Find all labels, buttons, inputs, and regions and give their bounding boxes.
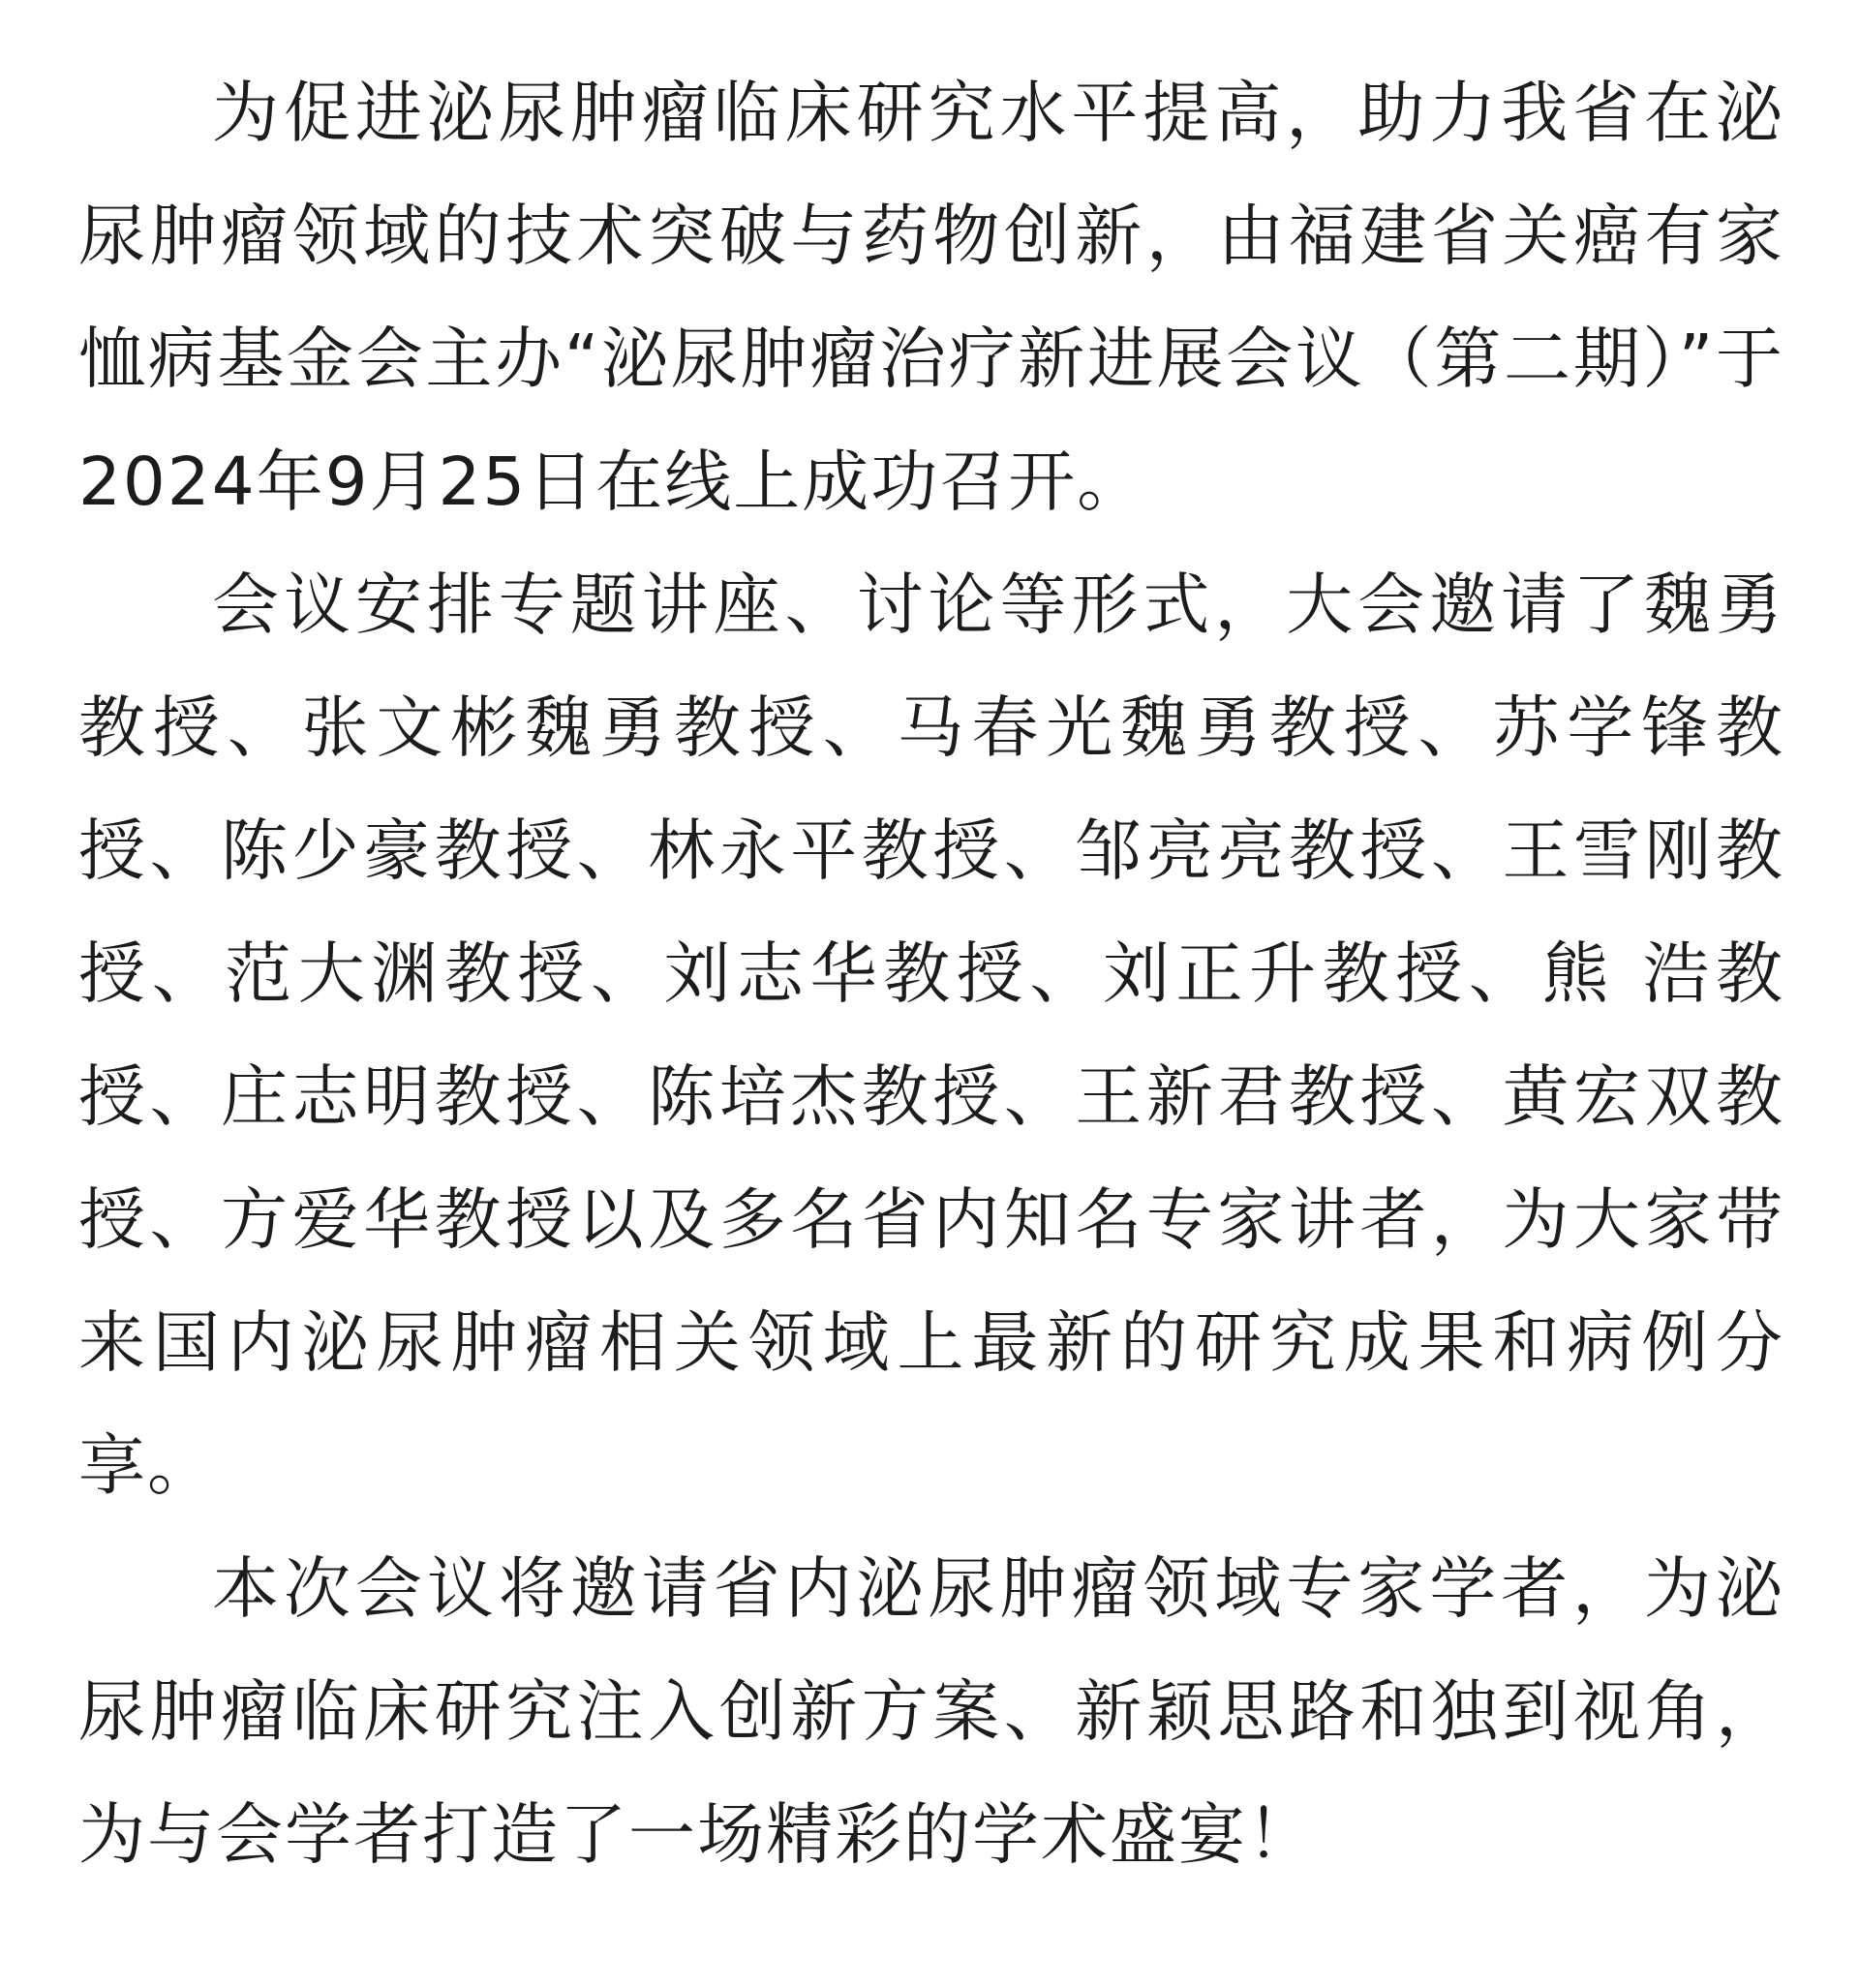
- paragraph-closing: 本次会议将邀请省内泌尿肿瘤领域专家学者，为泌尿肿瘤临床研究注入创新方案、新颖思路和独到视角，为与会学者打造了一场精彩的学术盛宴！: [78, 1550, 1784, 1874]
- paragraph-speakers: 会议安排专题讲座、讨论等形式，大会邀请了魏勇教授、张文彬魏勇教授、马春光魏勇教授、苏学锋教授、陈少豪教授、林永平教授、邹亮亮教授、王雪刚教授、范大渊教授、刘志华教授、刘正升教授、熊 浩教授、庄志明教授、陈培杰教授、王新君教授、黄宏双教授、方爱华教授以及多名省内知名专家讲者，为大家带来国内泌尿肿瘤相关领域上最新的研究成果和病例分享。: [78, 566, 1784, 1505]
- paragraph-intro: 为促进泌尿肿瘤临床研究水平提高，助力我省在泌尿肿瘤领域的技术突破与药物创新，由福建省关癌有家恤病基金会主办“泌尿肿瘤治疗新进展会议（第二期）”于2024年9月25日在线上成功召开。: [78, 75, 1784, 521]
- article-body: [78, 52, 1784, 1897]
